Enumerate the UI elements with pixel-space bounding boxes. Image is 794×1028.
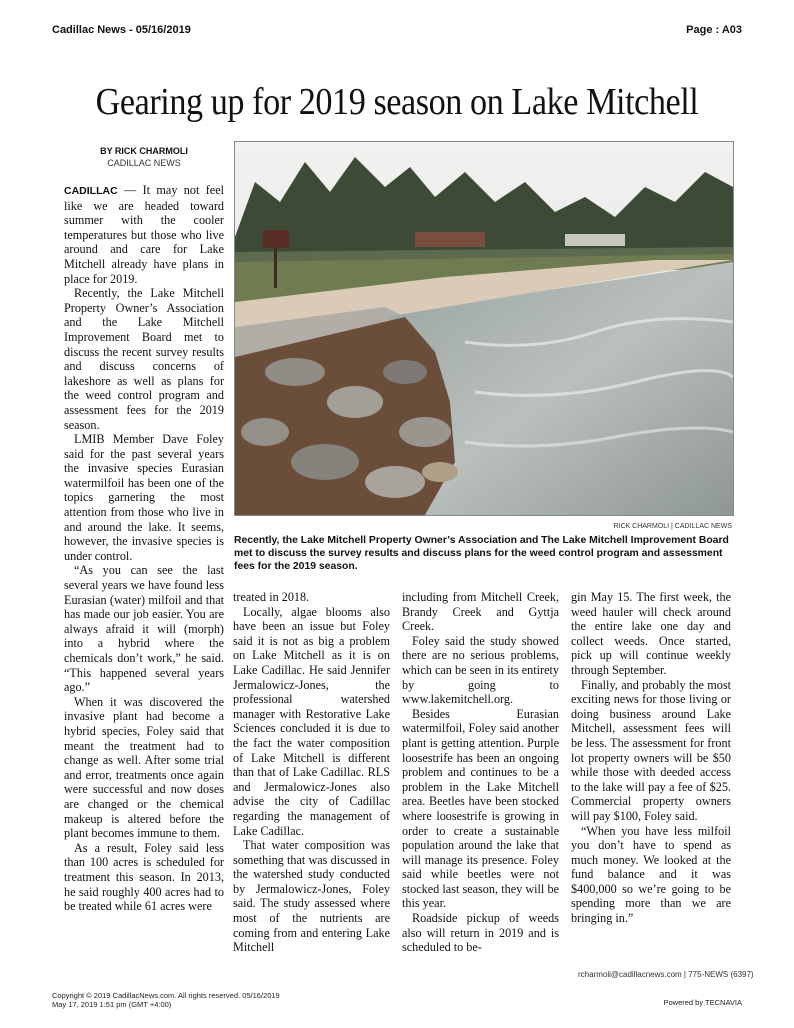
paragraph: Roadside pickup of weeds also will return in 2019 and is scheduled to be-	[402, 911, 559, 955]
paragraph: treated in 2018.	[233, 590, 310, 604]
dateline: CADILLAC	[64, 185, 118, 197]
paragraph: When it was discovered the invasive plant had become a hybrid species, Foley said that meant the treatment had to change as well. After some trial and error, treatments once again were successful and now doses are changed or the chemical makeup is altered before the plant becomes immune to them.	[64, 694, 224, 841]
paragraph	[64, 183, 224, 286]
powered-by: Powered by TECNAVIA	[663, 998, 742, 1007]
byline: BY RICK CHARMOLI	[100, 146, 188, 156]
copyright: Copyright © 2019 CadillacNews.com. All rights reserved. 05/16/2019	[52, 991, 280, 1000]
paragraph: gin May 15. The first week, the weed hauler will check around the entire lake one day and collect weeds. Once started, pick up will continue weekly through September.	[571, 590, 731, 677]
paragraph-text: — It may not feel like we are headed toward summer with the cooler temperatures but those who live around and care for Lake Mitchell already have plans in place for 2019.	[64, 183, 224, 286]
byline-outlet: CADILLAC NEWS	[107, 158, 181, 168]
paragraph: Locally, algae blooms also have been an issue but Foley said it is not as big a problem on Lake Mitchell as it is on Lake Cadillac. He said Jennifer Jermalowicz-Jones, the professional watershed manager with Restorative Lake Sciences concluded it is due to the fact the water composition of Lake Mitchell is different than that of Lake Cadillac. RLS and Jermalowicz-Jones also advise the city of Cadillac regarding the management of Lake Cadillac.	[233, 604, 390, 838]
lake-shore-image	[235, 142, 733, 515]
timestamp: May 17, 2019 1:51 pm (GMT +4:00)	[52, 1000, 172, 1009]
photo-credit: RICK CHARMOLI | CADILLAC NEWS	[613, 523, 732, 530]
article-column-2	[233, 590, 390, 955]
article-column-1	[64, 183, 224, 914]
publication-date: Cadillac News - 05/16/2019	[52, 24, 191, 36]
photo-caption: Recently, the Lake Mitchell Property Owner’s Association and The Lake Mitchell Improvement Board met to discuss the survey results and discuss plans for the weed control program and assessment fees for the 2019 season.	[234, 535, 729, 572]
article-column-4	[571, 590, 731, 926]
paragraph: Finally, and probably the most exciting news for those living or doing business around Lake Mitchell, assessment fees will be less. The assessment for front lot property owners will be $50 while those with deeded access to the lake will pay a fee of $25. Commercial property owners will pay $100, Foley said.	[571, 677, 731, 823]
paragraph: Recently, the Lake Mitchell Property Owner’s Association and the Lake Mitchell Improvement Board met to discuss the recent survey results and discuss concerns of lakeshore as well as plans for the weed control program and assessment fees for the 2019 season.	[64, 286, 224, 432]
paragraph: Foley said the study showed there are no serious problems, which can be seen in its entirety by going to www.lakemitchell.org.	[402, 633, 559, 707]
reporter-contact: rcharmoli@cadillacnews.com | 775-NEWS (6397)	[578, 970, 754, 979]
article-column-3	[402, 590, 559, 955]
paragraph: LMIB Member Dave Foley said for the past several years the invasive species Eurasian watermilfoil has been one of the topics garnering the most attention from those who live in and around the lake. It seems, however, the invasive species is under control.	[64, 432, 224, 563]
paragraph: including from Mitchell Creek, Brandy Creek and Gyttja Creek.	[402, 590, 559, 634]
lake-photo	[234, 141, 734, 516]
paragraph: “As you can see the last several years we have found less Eurasian (water) milfoil and that has made our job easier. You are always afraid it will (morph) into a hybrid where the chemicals don’t work,” he said. “This happened several years ago.”	[64, 563, 224, 695]
page-number: Page : A03	[686, 24, 742, 36]
paragraph: That water composition was something that was discussed in the watershed study conducted by Jermalowicz-Jones, Foley said. The study assessed where most of the nutrients are coming from and entering Lake Mitchell	[233, 838, 390, 955]
headline: Gearing up for 2019 season on Lake Mitchell	[95, 81, 699, 123]
paragraph: As a result, Foley said less than 100 acres is scheduled for treatment this season. In 2013, he said roughly 400 acres had to be treated while 61 acres were	[64, 840, 224, 914]
paragraph: “When you have less milfoil you don’t have to spend as much money. We looked at the fund balance and it was $400,000 so we’re going to be spending more than we are bringing in.”	[571, 823, 731, 926]
paragraph: Besides Eurasian watermilfoil, Foley said another plant is getting attention. Purple loosestrife has been an ongoing problem and continues to be a problem in the Lake Mitchell area. Beetles have been stocked where loosestrife is growing in order to create a sustainable population around the lake that will manage its presence. Foley said while beetles were not stocked last season, they will be this year.	[402, 706, 559, 911]
